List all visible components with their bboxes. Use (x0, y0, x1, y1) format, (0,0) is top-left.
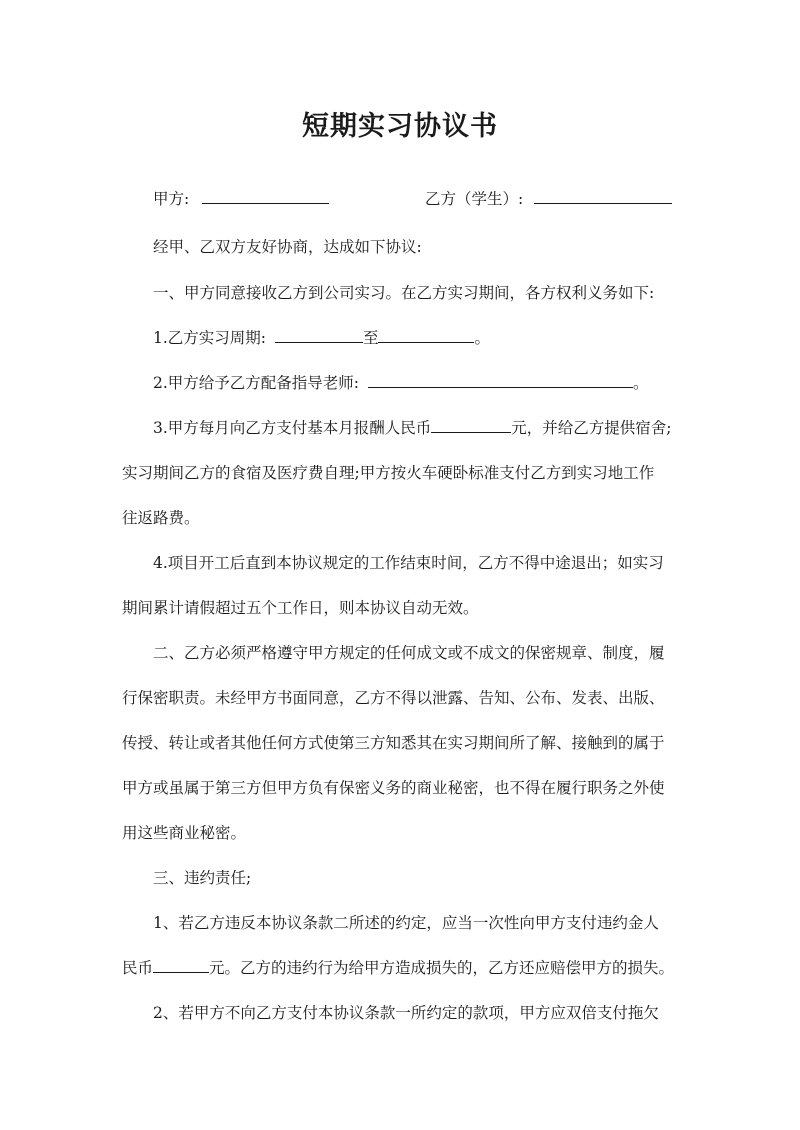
item1-prefix: 1.乙方实习周期: (153, 329, 267, 347)
party-b-label: 乙方（学生）: (425, 190, 524, 208)
party-b (425, 187, 672, 209)
item4-line1: 4.项目开工后直到本协议规定的工作结束时间，乙方不得中途退出；如实习 (153, 554, 664, 572)
section2-line1: 二、乙方必须严格遵守甲方规定的任何成文或不成文的保密规章、制度，履 (153, 644, 665, 662)
item3-blank (431, 417, 511, 434)
item3-line3: 往返路费。 (122, 509, 200, 527)
section2-line3: 传授、转让或者其他任何方式使第三方知悉其在实习期间所了解、接触到的属于 (122, 734, 665, 752)
item1-mid: 至 (362, 329, 379, 347)
item2-line (153, 371, 713, 393)
section3-heading: 三、违约责任; (153, 869, 252, 887)
item1-end-blank (378, 327, 474, 344)
section2-line4: 甲方或虽属于第三方但甲方负有保密义务的商业秘密，也不得在履行职务之外使 (122, 779, 665, 797)
item2-blank (368, 372, 633, 389)
item1-end: 。 (474, 329, 490, 347)
party-a-blank (202, 188, 329, 205)
item1-start-blank (275, 327, 363, 344)
section2-line5: 用这些商业秘密。 (122, 824, 247, 842)
party-a (153, 187, 329, 209)
section2-line2: 行保密职责。未经甲方书面同意，乙方不得以泄露、告知、公布、发表、出版、 (122, 689, 665, 707)
item4-line2: 期间累计请假超过五个工作日，则本协议自动无效。 (122, 599, 479, 617)
intro-line: 经甲、乙双方友好协商，达成如下协议: (153, 238, 422, 256)
item3-suffix: 元，并给乙方提供宿舍; (511, 419, 672, 437)
item2-prefix: 2.甲方给予乙方配备指导老师: (153, 374, 360, 392)
item3-line2: 实习期间乙方的食宿及医疗费自理;甲方按火车硬卧标准支付乙方到实习地工作 (122, 464, 655, 482)
penalty-blank (153, 957, 209, 974)
s3-item1-prefix: 民币 (122, 959, 154, 977)
s3-item1-line2 (122, 956, 682, 978)
party-a-label: 甲方: (153, 190, 190, 208)
s3-item1-line1: 1、若乙方违反本协议条款二所述的约定，应当一次性向甲方支付违约金人 (153, 914, 659, 932)
item3-line1 (153, 416, 713, 438)
s3-item1-suffix: 元。乙方的违约行为给甲方造成损失的，乙方还应赔偿甲方的损失。 (209, 959, 675, 977)
section1-heading: 一、甲方同意接收乙方到公司实习。在乙方实习期间，各方权利义务如下: (153, 284, 655, 302)
item3-prefix: 3.甲方每月向乙方支付基本月报酬人民币 (153, 419, 432, 437)
document-title: 短期实习协议书 (302, 111, 498, 142)
s3-item2-line1: 2、若甲方不向乙方支付本协议条款一所约定的款项，甲方应双倍支付拖欠 (153, 1004, 659, 1022)
party-b-blank (534, 188, 672, 205)
item2-end: 。 (632, 374, 649, 392)
item1-line (153, 326, 713, 348)
